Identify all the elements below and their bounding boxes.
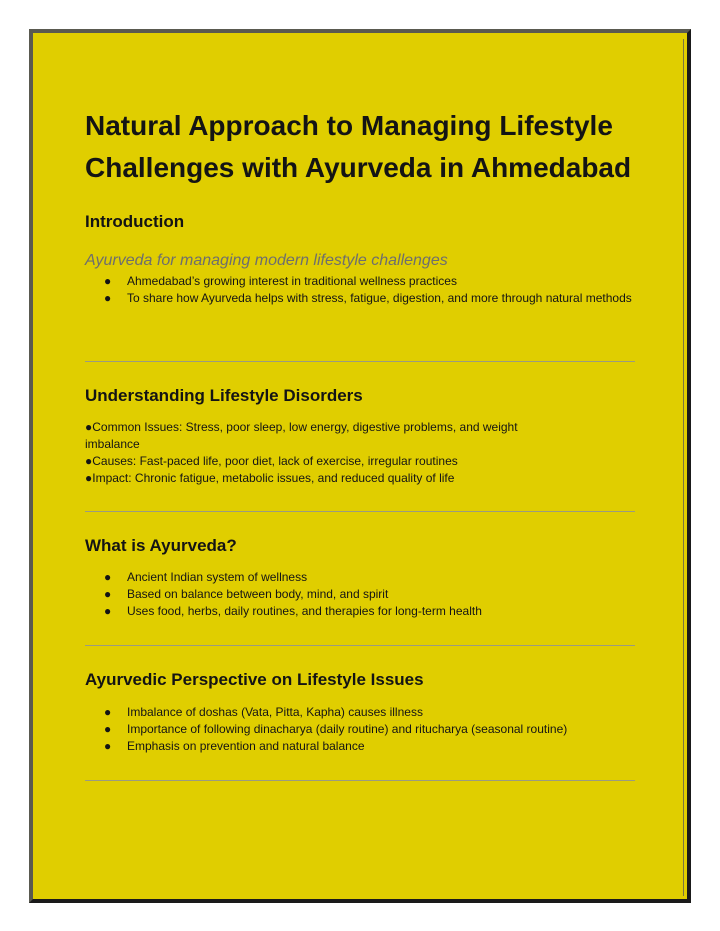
list-item-text: Imbalance of doshas (Vata, Pitta, Kapha) causes illness — [127, 705, 423, 719]
bullet-icon: ● — [104, 604, 112, 618]
what-is-ayurveda-bullet-list — [85, 569, 635, 620]
list-item — [85, 273, 635, 290]
page-edge-line — [683, 39, 684, 896]
list-item — [85, 603, 635, 620]
document-content — [85, 105, 635, 781]
introduction-subtitle: Ayurveda for managing modern lifestyle challenges — [85, 252, 448, 269]
bullet-icon: ● — [104, 570, 112, 584]
bullet-icon: ● — [104, 705, 112, 719]
section-divider — [85, 780, 635, 781]
section-divider — [85, 645, 635, 646]
perspective-bullet-list — [85, 704, 635, 755]
lifestyle-disorders-line: ●Common Issues: Stress, poor sleep, low energy, digestive problems, and weight imbalance — [85, 420, 518, 451]
list-item-text: To share how Ayurveda helps with stress, fatigue, digestion, and more through natural methods — [127, 291, 632, 305]
what-is-ayurveda-heading: What is Ayurveda? — [85, 536, 237, 555]
bullet-icon: ● — [104, 587, 112, 601]
list-item — [85, 738, 635, 755]
list-item — [85, 290, 635, 307]
bullet-icon: ● — [104, 291, 112, 305]
lifestyle-disorders-line: ●Causes: Fast-paced life, poor diet, lack of exercise, irregular routines — [85, 454, 458, 468]
section-divider — [85, 511, 635, 512]
list-item-text: Uses food, herbs, daily routines, and therapies for long-term health — [127, 604, 482, 618]
introduction-bullet-list — [85, 273, 635, 307]
list-item — [85, 704, 635, 721]
list-item-text: Ancient Indian system of wellness — [127, 570, 308, 584]
lifestyle-disorders-heading: Understanding Lifestyle Disorders — [85, 386, 363, 405]
section-divider — [85, 361, 635, 362]
bullet-icon: ● — [104, 722, 112, 736]
list-item — [85, 586, 635, 603]
bullet-icon: ● — [104, 739, 112, 753]
list-item — [85, 569, 635, 586]
list-item-text: Based on balance between body, mind, and spirit — [127, 587, 389, 601]
perspective-heading: Ayurvedic Perspective on Lifestyle Issues — [85, 670, 424, 689]
document-page — [29, 29, 691, 903]
list-item-text: Importance of following dinacharya (daily routine) and ritucharya (seasonal routine) — [127, 722, 568, 736]
bullet-icon: ● — [104, 274, 112, 288]
list-item — [85, 721, 635, 738]
list-item-text: Emphasis on prevention and natural balance — [127, 739, 365, 753]
list-item-text: Ahmedabad’s growing interest in traditional wellness practices — [127, 274, 457, 288]
introduction-heading: Introduction — [85, 212, 185, 231]
document-title: Natural Approach to Managing Lifestyle Challenges with Ayurveda in Ahmedabad — [85, 110, 632, 183]
lifestyle-disorders-line: ●Impact: Chronic fatigue, metabolic issues, and reduced quality of life — [85, 471, 455, 485]
